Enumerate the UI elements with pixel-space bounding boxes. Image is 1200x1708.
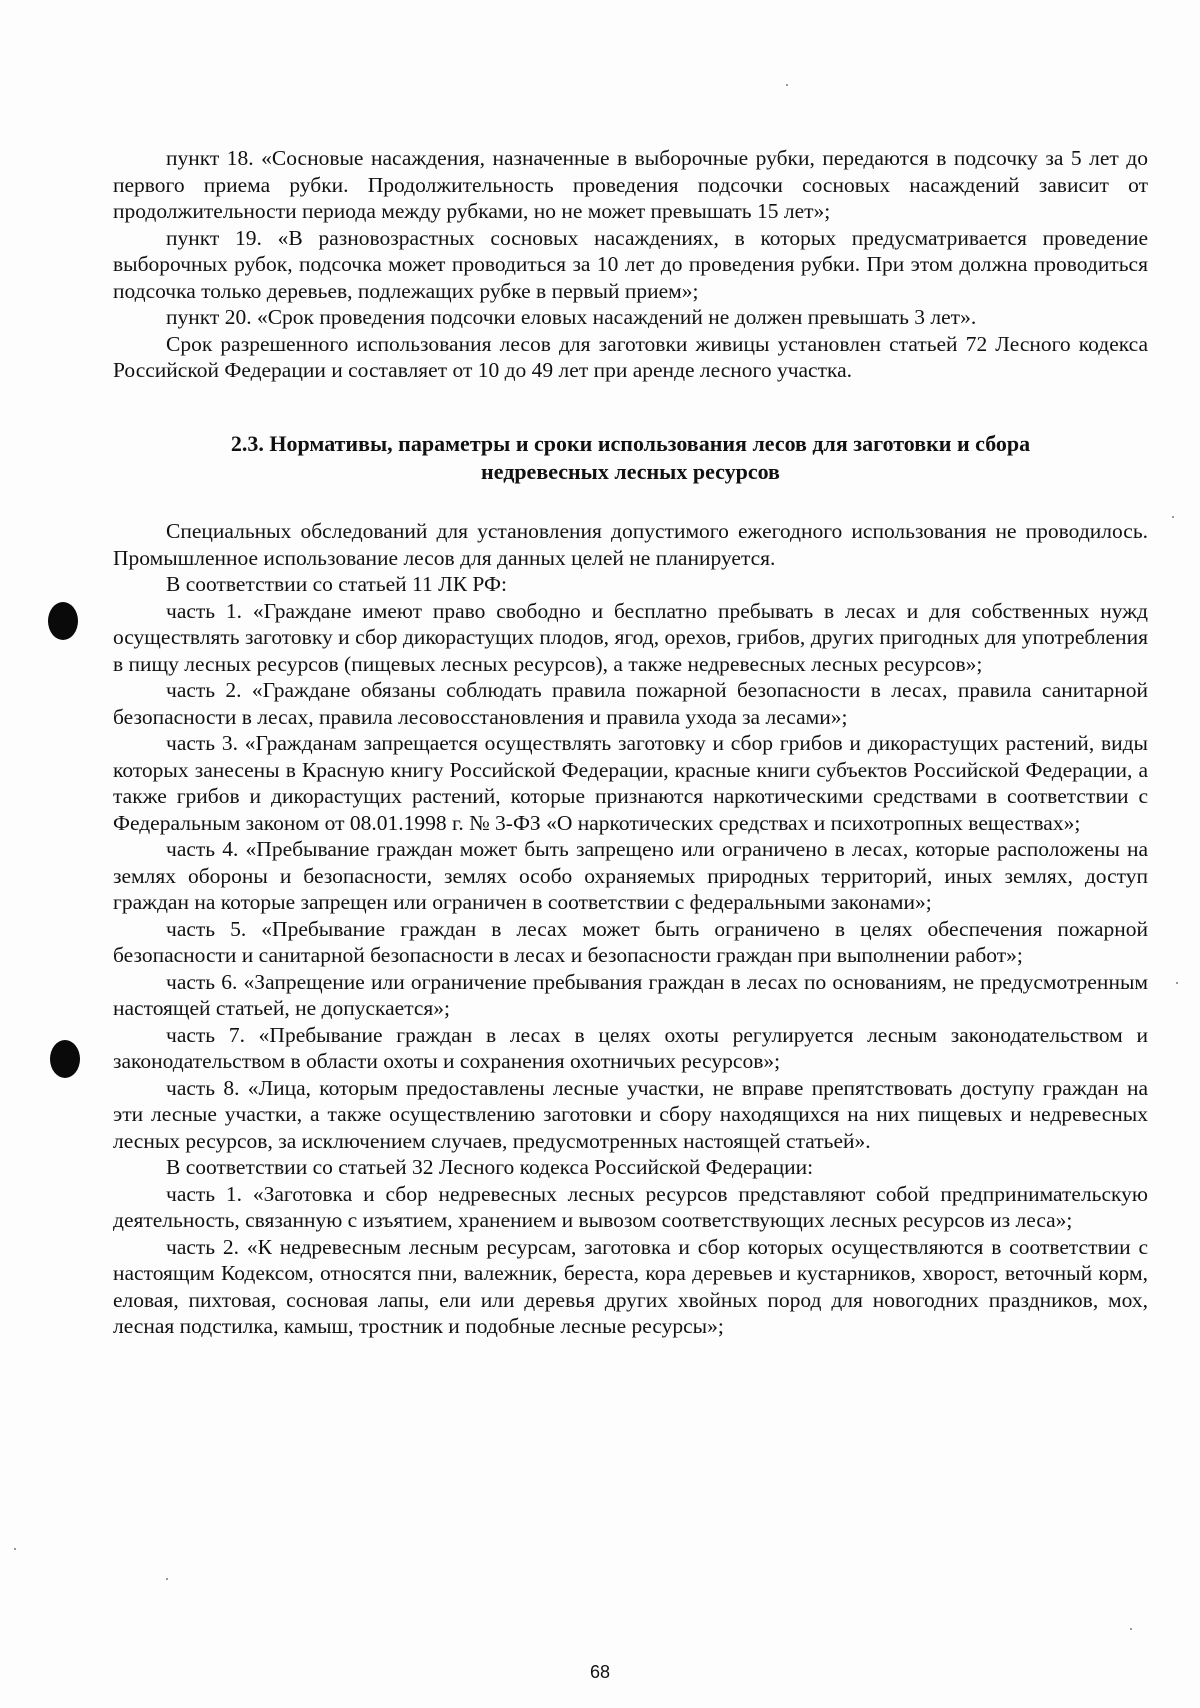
section-heading-line-1: 2.3. Нормативы, параметры и сроки использования лесов для заготовки и сбора [230,431,1031,456]
punch-hole-mark [48,602,78,640]
main-section [113,518,1148,1340]
paragraph-resin-term: Срок разрешенного использования лесов для заготовки живицы установлен статьей 72 Лесного кодекса Российской Федерации и составляет от 10 до 49 лет при аренде лесного участка. [113,331,1148,382]
scan-speck [786,84,788,86]
scan-speck [1130,1628,1132,1630]
scan-speck [166,1578,168,1580]
paragraph-part-6: часть 6. «Запрещение или ограничение пребывания граждан в лесах по основаниям, не предусмотренным настоящей статьей, не допускается»; [113,969,1148,1020]
paragraph-article-32-part-1: часть 1. «Заготовка и сбор недревесных лесных ресурсов представляют собой предпринимательскую деятельность, связанную с изъятием, хранением и вывозом соответствующих лесных ресурсов из леса»; [113,1181,1148,1232]
paragraph-part-1: часть 1. «Граждане имеют право свободно и бесплатно пребывать в лесах и для собственных нужд осуществлять заготовку и сбор дикорастущих плодов, ягод, орехов, грибов, других пригодных для употребления в пищу лесных ресурсов (пищевых лесных ресурсов), а также недревесных лесных ресурсов»; [113,598,1148,676]
section-heading [113,430,1148,486]
paragraph-surveys: Специальных обследований для установления допустимого ежегодного использования не проводилось. Промышленное использование лесов для данных целей не планируется. [113,519,1148,570]
scan-speck [1172,516,1174,518]
punch-hole-mark [50,1040,80,1078]
scan-speck [1176,982,1178,984]
paragraph-item-19: пункт 19. «В разновозрастных сосновых насаждениях, в которых предусматривается проведение выборочных рубок, подсочка может проводиться за 10 лет до проведения рубки. При этом должна проводиться подсочка только деревьев, подлежащих рубке в первый прием»; [113,225,1148,303]
paragraph-part-7: часть 7. «Пребывание граждан в лесах в целях охоты регулируется лесным законодательством и законодательством в области охоты и сохранения охотничьих ресурсов»; [113,1022,1148,1073]
paragraph-article-32-part-2: часть 2. «К недревесным лесным ресурсам, заготовка и сбор которых осуществляются в соответствии с настоящим Кодексом, относятся пни, валежник, береста, кора деревьев и кустарников, хворост, веточный корм, еловая, пихтовая, сосновая лапы, ели или деревья других хвойных пород для новогодних праздников, мох, лесная подстилка, камыш, тростник и подобные лесные ресурсы»; [113,1234,1148,1338]
page-number: 68 [589,1662,611,1682]
paragraph-item-18: пункт 18. «Сосновые насаждения, назначенные в выборочные рубки, передаются в подсочку за 5 лет до первого приема рубки. Продолжительность проведения подсочки сосновых насаждений зависит от продолжительности периода между рубками, но не может превышать 15 лет»; [113,146,1148,223]
paragraph-article-32-intro: В соответствии со статьей 32 Лесного кодекса Российской Федерации: [166,1155,814,1179]
scan-speck [14,1548,16,1550]
paragraph-part-5: часть 5. «Пребывание граждан в лесах может быть ограничено в целях обеспечения пожарной безопасности и санитарной безопасности в лесах и безопасности граждан при выполнении работ»; [113,916,1148,967]
paragraph-item-20: пункт 20. «Срок проведения подсочки еловых насаждений не должен превышать 3 лет». [166,305,977,329]
intro-section [113,145,1148,384]
paragraph-part-2: часть 2. «Граждане обязаны соблюдать правила пожарной безопасности в лесах, правила санитарной безопасности в лесах, правила лесовосстановления и правила ухода за лесами»; [113,678,1148,729]
section-heading-line-2: недревесных лесных ресурсов [481,459,780,484]
paragraph-part-3: часть 3. «Гражданам запрещается осуществлять заготовку и сбор грибов и дикорастущих растений, виды которых занесены в Красную книгу Российской Федерации, красные книги субъектов Российской Федерации, а также грибов и дикорастущих растений, которые признаются наркотическими средствами в соответствии с Федеральным законом от 08.01.1998 г. № 3-ФЗ «О наркотических средствах и психотропных веществах»; [113,731,1148,835]
paragraph-part-8: часть 8. «Лица, которым предоставлены лесные участки, не вправе препятствовать доступу граждан на эти лесные участки, а также осуществлению заготовки и сбору находящихся на них пищевых и недревесных лесных ресурсов, за исключением случаев, предусмотренных настоящей статьей». [113,1075,1148,1153]
paragraph-part-4: часть 4. «Пребывание граждан может быть запрещено или ограничено в лесах, которые расположены на землях обороны и безопасности, землях особо охраняемых природных территорий, иных землях, доступ граждан на которые запрещен или ограничен в соответствии с федеральными законами»; [113,837,1148,914]
paragraph-article-11-intro: В соответствии со статьей 11 ЛК РФ: [166,572,507,596]
